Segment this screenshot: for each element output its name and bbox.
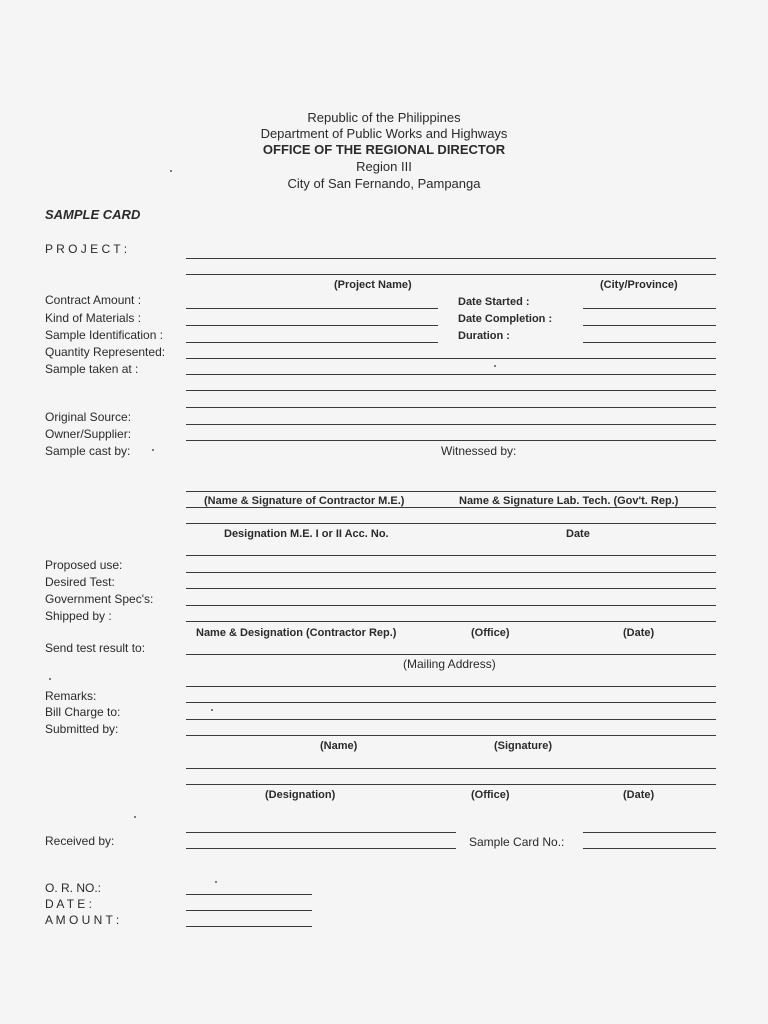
received-by-line-1[interactable] [186,832,456,833]
amount-label: A M O U N T : [45,913,120,927]
submitted-by-line[interactable] [186,735,716,736]
owner-supplier-line[interactable] [186,440,716,441]
original-source-line[interactable] [186,424,716,425]
date-caption-1: Date [566,528,590,540]
sample-taken-at-line-3[interactable] [186,407,716,408]
form-title: SAMPLE CARD [45,207,141,222]
sample-identification-line[interactable] [186,342,438,343]
sample-taken-at-line-2[interactable] [186,390,716,391]
send-test-result-line[interactable] [186,654,716,655]
date-label: D A T E : [45,897,92,911]
header-office: OFFICE OF THE REGIONAL DIRECTOR [262,142,506,157]
office-caption-1: (Office) [471,627,510,639]
date-started-label: Date Started : [458,296,530,308]
mailing-address-caption: (Mailing Address) [403,657,496,671]
header-department: Department of Public Works and Highways [260,126,508,141]
received-by-label: Received by: [45,834,115,848]
proposed-use-label: Proposed use: [45,558,123,572]
quantity-represented-line[interactable] [186,358,716,359]
header-city: City of San Fernando, Pampanga [287,176,481,191]
scan-speck [215,881,217,883]
contract-amount-label: Contract Amount : [45,293,142,307]
desired-test-line[interactable] [186,588,716,589]
contract-amount-line[interactable] [186,308,438,309]
scan-speck [134,816,136,818]
contractor-rep-caption: Name & Designation (Contractor Rep.) [196,627,397,639]
signature-line-2[interactable] [186,507,716,508]
signature-caption: (Signature) [494,740,553,752]
remarks-label: Remarks: [45,689,97,703]
witnessed-by-label: Witnessed by: [441,444,517,458]
name-caption: (Name) [320,740,358,752]
shipped-by-line[interactable] [186,621,716,622]
send-test-result-label: Send test result to: [45,641,146,655]
sample-card-no-line-2[interactable] [583,848,716,849]
header-region: Region III [356,159,412,174]
project-name-caption: (Project Name) [334,279,412,291]
submitted-by-label: Submitted by: [45,722,119,736]
proposed-use-line-1[interactable] [186,555,716,556]
scan-speck [494,365,496,367]
scan-speck [152,449,154,451]
header-republic: Republic of the Philippines [307,110,461,125]
remarks-line[interactable] [186,702,716,703]
quantity-represented-label: Quantity Represented: [45,345,166,359]
city-province-caption: (City/Province) [600,279,678,291]
sample-card-no-label: Sample Card No.: [469,835,565,849]
bill-charge-label: Bill Charge to: [45,705,121,719]
date-caption-2: (Date) [623,627,655,639]
designation-caption: (Designation) [265,789,336,801]
scan-speck [211,709,213,711]
sample-identification-label: Sample Identification : [45,328,164,342]
date-completion-line[interactable] [583,325,716,326]
shipped-by-label: Shipped by : [45,609,112,623]
project-label: P R O J E C T : [45,242,128,256]
government-specs-line[interactable] [186,605,716,606]
date-completion-label: Date Completion : [458,313,553,325]
sample-taken-at-label: Sample taken at : [45,362,139,376]
owner-supplier-label: Owner/Supplier: [45,427,132,441]
signature-line-1[interactable] [186,491,716,492]
sample-card-no-line-1[interactable] [583,832,716,833]
kind-of-materials-label: Kind of Materials : [45,311,142,325]
or-no-label: O. R. NO.: [45,881,102,895]
sample-taken-at-line-1[interactable] [186,374,716,375]
date-started-line[interactable] [583,308,716,309]
kind-of-materials-line[interactable] [186,325,438,326]
office-caption-2: (Office) [471,789,510,801]
lab-tech-caption: Name & Signature Lab. Tech. (Gov't. Rep.) [459,495,679,507]
or-no-line[interactable] [186,894,312,895]
designation-line-1[interactable] [186,768,716,769]
project-line-2[interactable] [186,274,716,275]
sample-cast-by-label: Sample cast by: [45,444,131,458]
date-line[interactable] [186,910,312,911]
scan-speck [49,678,51,680]
scan-speck [170,170,172,172]
duration-label: Duration : [458,330,510,342]
duration-line[interactable] [583,342,716,343]
mailing-address-line[interactable] [186,686,716,687]
signature-line-3[interactable] [186,523,716,524]
bill-charge-line[interactable] [186,719,716,720]
proposed-use-line-2[interactable] [186,572,716,573]
desired-test-label: Desired Test: [45,575,115,589]
project-line-1[interactable] [186,258,716,259]
received-by-line-2[interactable] [186,848,456,849]
government-specs-label: Government Spec's: [45,592,154,606]
contractor-me-caption: (Name & Signature of Contractor M.E.) [204,495,405,507]
designation-line-2[interactable] [186,784,716,785]
designation-me-caption: Designation M.E. I or II Acc. No. [224,528,389,540]
date-caption-3: (Date) [623,789,655,801]
original-source-label: Original Source: [45,410,132,424]
amount-line[interactable] [186,926,312,927]
